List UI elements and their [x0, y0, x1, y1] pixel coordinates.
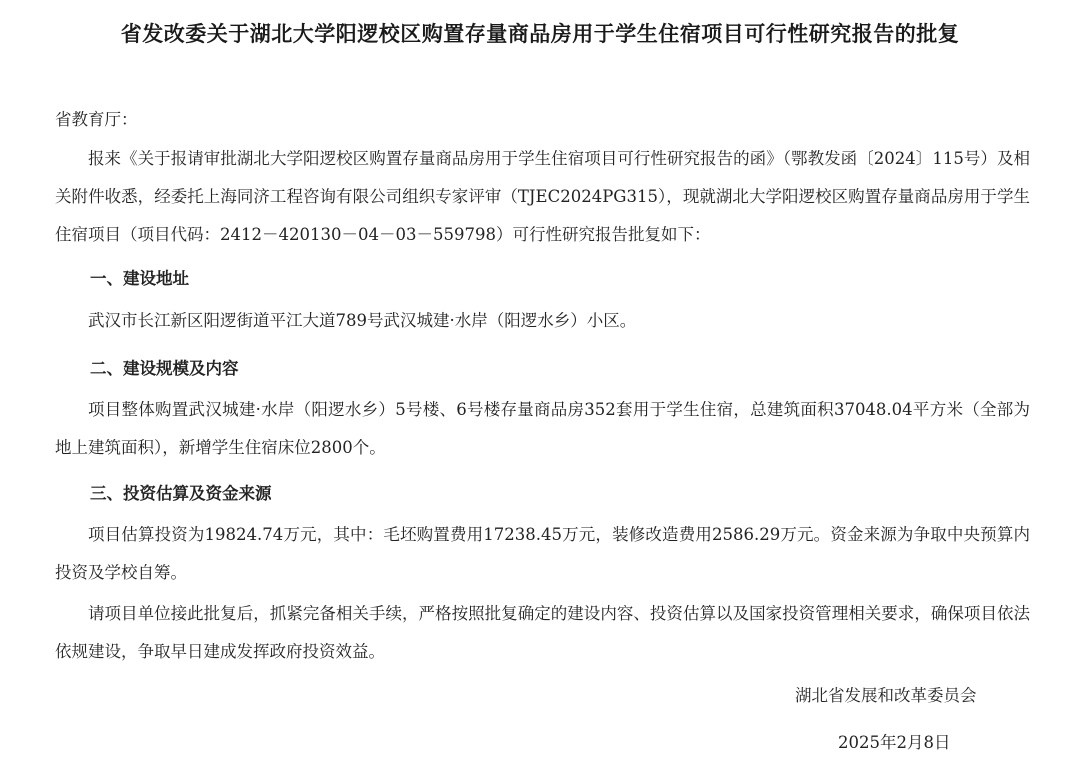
closing-paragraph: 请项目单位接此批复后，抓紧完备相关手续，严格按照批复确定的建设内容、投资估算以及国家投资管理相关要求，确保项目依法依规建设，争取早日建成发挥政府投资效益。 [55, 604, 1030, 661]
issue-date: 2025年2月8日 [838, 733, 951, 752]
intro-paragraph: 报来《关于报请审批湖北大学阳逻校区购置存量商品房用于学生住宿项目可行性研究报告的函》（鄂教发函〔2024〕115号）及相关附件收悉，经委托上海同济工程咨询有限公司组织专家评审（TJEC2024PG315），现就湖北大学阳逻校区购置存量商品房用于学生住宿项目（项目代码：2412－420130－04－03－559798）可行性研究报告批复如下： [55, 149, 1030, 244]
section-heading-scale: 二、建设规模及内容 [90, 359, 239, 378]
salutation: 省教育厅： [55, 110, 138, 129]
section-heading-address: 一、建设地址 [90, 269, 189, 288]
section-content-investment: 项目估算投资为19824.74万元，其中：毛坯购置费用17238.45万元，装修改造费用2586.29万元。资金来源为争取中央预算内投资及学校自筹。 [55, 525, 1030, 582]
section-heading-investment: 三、投资估算及资金来源 [90, 484, 272, 503]
section-content-address: 武汉市长江新区阳逻街道平江大道789号武汉城建·水岸（阳逻水乡）小区。 [88, 311, 637, 330]
document-title: 省发改委关于湖北大学阳逻校区购置存量商品房用于学生住宿项目可行性研究报告的批复 [120, 21, 960, 46]
issuer-signature: 湖北省发展和改革委员会 [795, 686, 977, 705]
section-content-scale: 项目整体购置武汉城建·水岸（阳逻水乡）5号楼、6号楼存量商品房352套用于学生住宿，总建筑面积37048.04平方米（全部为地上建筑面积），新增学生住宿床位2800个。 [55, 400, 1030, 457]
